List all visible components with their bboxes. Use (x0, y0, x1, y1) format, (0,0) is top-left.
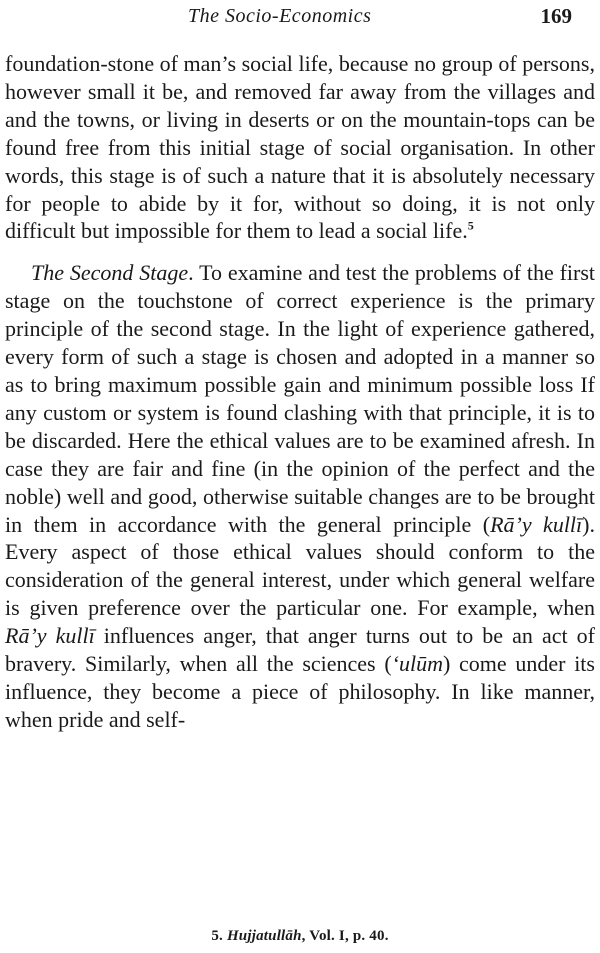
term-ulum: ‘ulūm (391, 651, 443, 677)
paragraph-2 (5, 259, 595, 733)
paragraph-2-text-d: ) come under its influence, they become a piece of philosophy. In like manner, when pride and self- (5, 651, 595, 732)
paragraph-1-text: foundation-stone of man’s social life, because no group of persons, however small it be, and removed far away from the villages and and the towns, or living in deserts or on the mountain-tops can be found free from this initial stage of social organisation. In other words, this stage is of such a nature that it is absolutely necessary for people to abide by it for, without so doing, it is not only difficult but impossible for them to lead a social life. (5, 51, 595, 244)
footnote-number: 5. (211, 928, 223, 944)
paragraph-2-text-c: influences anger, that anger turns out to be an act of bravery. Similarly, when all the sciences ( (5, 623, 595, 677)
footnote-reference: 5 (467, 219, 474, 234)
footnote-citation: , Vol. I, p. 40. (301, 928, 389, 944)
running-head (0, 2, 600, 32)
running-title: The Socio-Economics (188, 5, 372, 27)
footnote-work-title: Hujjatullāh (226, 928, 302, 944)
footnote (0, 928, 600, 945)
paragraph-1 (5, 50, 595, 245)
page-number: 169 (540, 4, 572, 28)
term-ray-kulli-2: Rā’y kullī (5, 623, 95, 649)
term-ray-kulli-1: Rā’y kullī (490, 511, 583, 537)
paragraph-2-text-b: ). Every aspect of those ethical values should conform to the consideration of the general interest, under which general welfare is given preference over the particular one. For example, when (5, 511, 595, 621)
section-heading-second-stage: The Second Stage (31, 260, 189, 286)
paragraph-2-text-a: . To examine and test the problems of the first stage on the touchstone of correct experience is the primary principle of the second stage. In the light of experience gathered, every form of such a stage is chosen and adopted in a manner so as to bring maximum possible gain and minimum possible loss If any custom or system is found clashing with that principle, it is to be discarded. Here the ethical values are to be examined afresh. In case they are fair and fine (in the opinion of the perfect and the noble) well and good, otherwise suitable changes are to be brought in them in accordance with the general principle ( (5, 260, 596, 537)
body-text (5, 50, 595, 734)
